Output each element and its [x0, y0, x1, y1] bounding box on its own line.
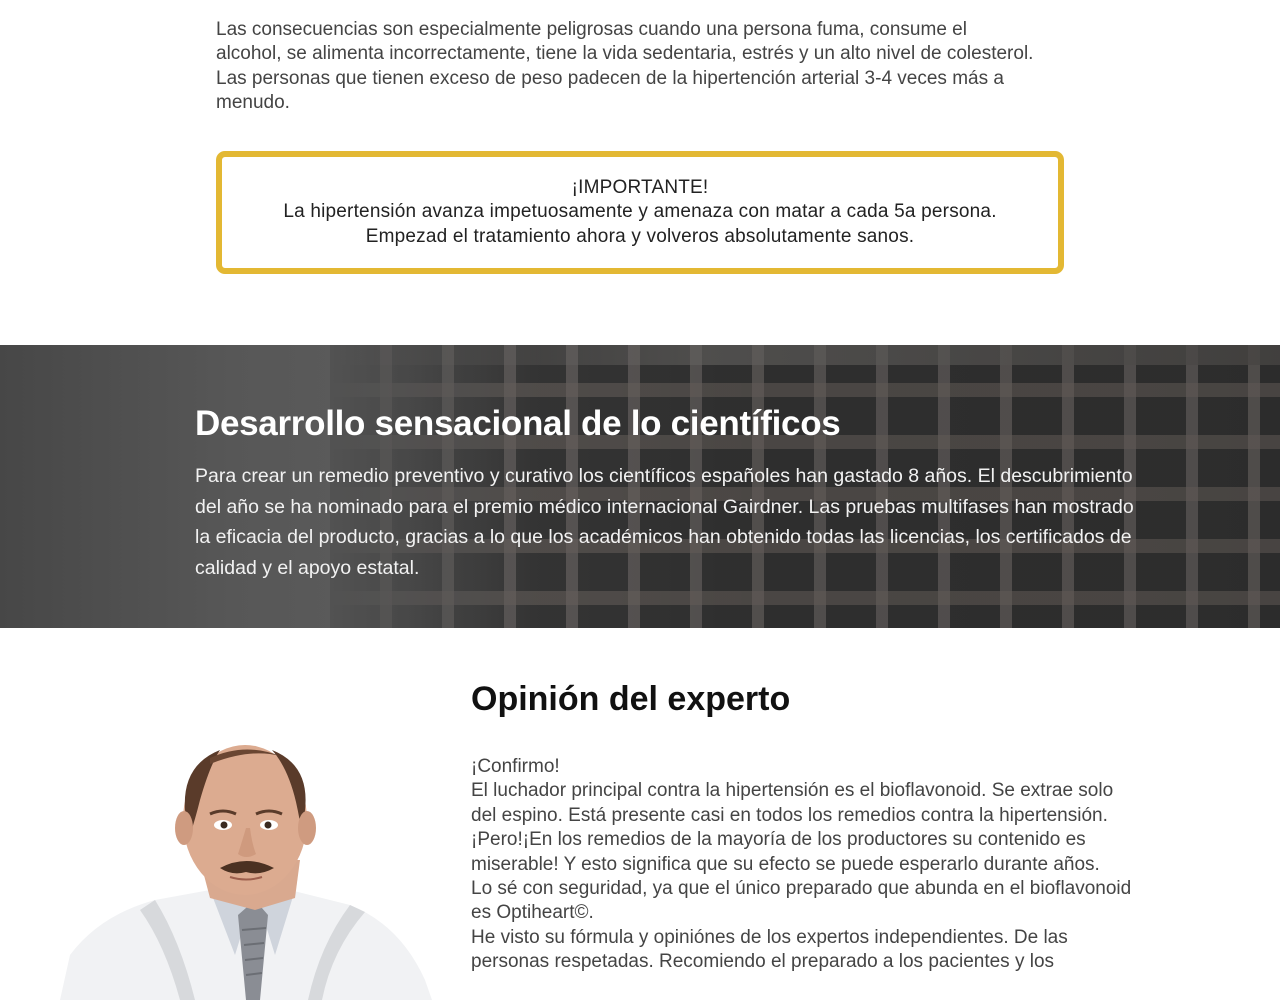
expert-opinion-text: [471, 755, 1141, 975]
expert-line: He visto su fórmula y opiniónes de los expertos independientes. De las personas respetadas. Recomiendo el preparado a los pacientes y los: [471, 926, 1068, 973]
important-notice-box: [216, 151, 1064, 274]
building-roofline: [330, 345, 1280, 365]
expert-line: El luchador principal contra la hipertensión es el bioflavonoid. Se extrae solo del espino. Está presente casi en todos los remedios contra la hipertensión.: [471, 780, 1114, 826]
important-line-1: La hipertensión avanza impetuosamente y amenaza con matar a cada 5a persona.: [283, 201, 997, 223]
important-line-2: Empezad el tratamiento ahora y volveros absolutamente sanos.: [365, 225, 915, 247]
expert-title: Opinión del experto: [471, 680, 791, 718]
expert-line: Lo sé con seguridad, ya que el único preparado que abunda en el bioflavonoid es Optiheart©.: [471, 878, 1132, 924]
science-title: Desarrollo sensacional de lo científicos: [195, 404, 841, 443]
intro-section: [0, 0, 1280, 345]
important-heading: ¡IMPORTANTE!: [571, 176, 709, 198]
science-paragraph: Para crear un remedio preventivo y curativo los científicos españoles han gastado 8 años. El descubrimiento del año se ha nominado para el premio médico internacional Gairdner. Las pruebas multifases han mostrado la eficacia del producto, gracias a lo que los académicos han obtenido todas las licencias, los certificados de calidad y el apoyo estatal.: [195, 465, 1134, 580]
expert-doctor-photo: [60, 740, 440, 1000]
expert-line: ¡Confirmo!: [471, 756, 560, 777]
intro-paragraph: Las consecuencias son especialmente peligrosas cuando una persona fuma, consume el alcohol, se alimenta incorrectamente, tiene la vida sedentaria, estrés y un alto nivel de colesterol. Las personas que tienen exceso de peso padecen de la hipertención arterial 3-4 veces más a menudo.: [216, 19, 1034, 113]
expert-line: ¡Pero!¡En los remedios de la mayoría de los productores su contenido es miserable! Y esto significa que su efecto se puede esperarlo durante años.: [471, 829, 1100, 875]
